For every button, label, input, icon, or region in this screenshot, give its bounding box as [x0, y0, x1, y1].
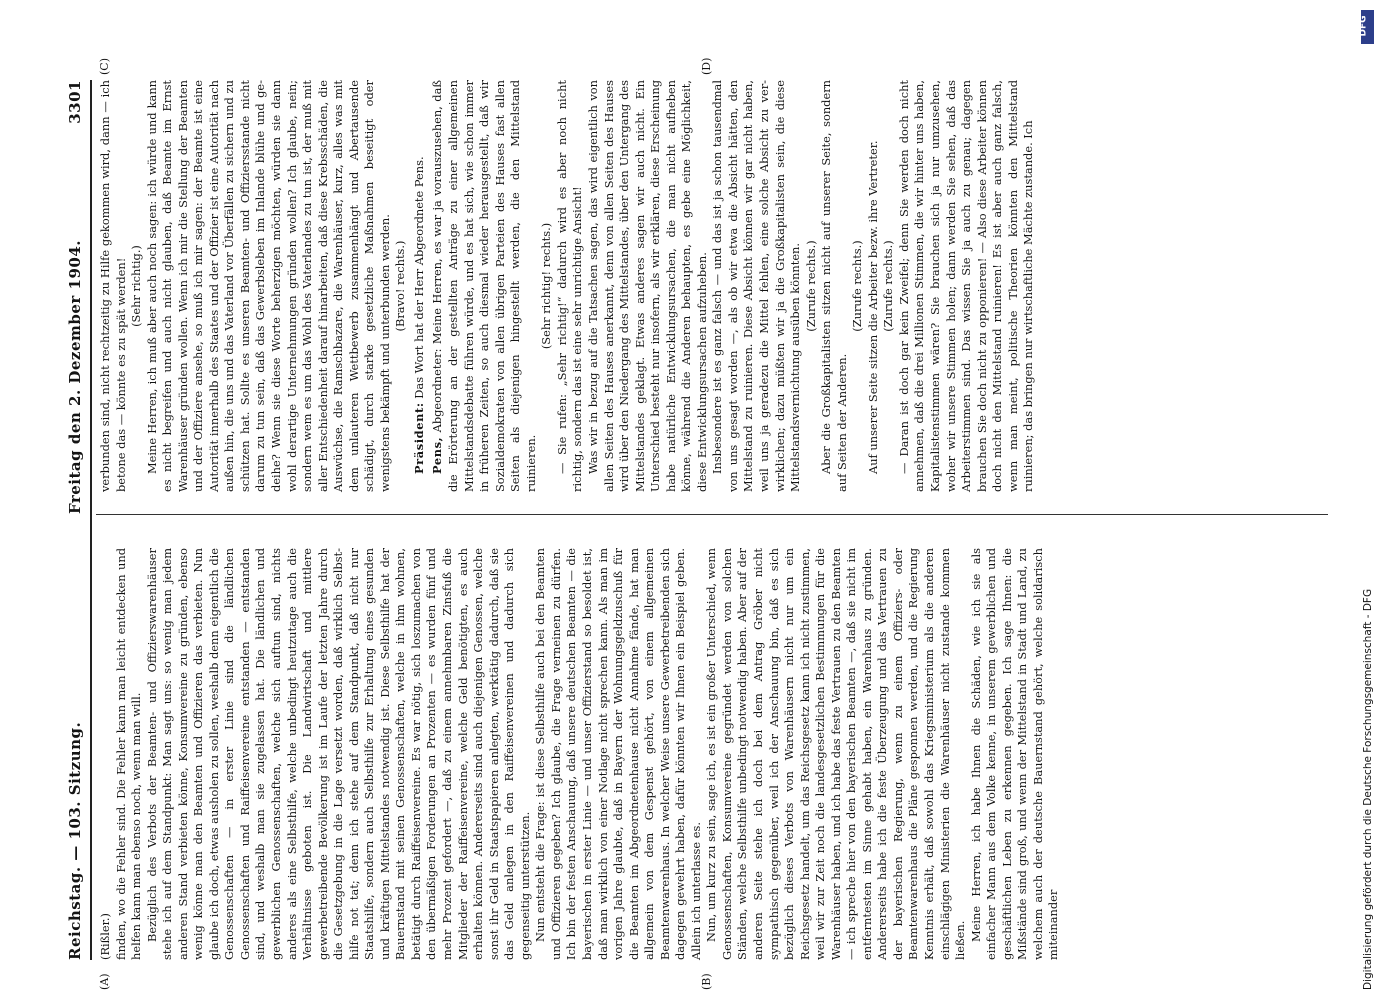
left-paragraph: Bezüglich des Verbots der Beamten- und Offizierswarenhäuser stehe ich auf dem Standpunkt: Man sagt uns: so wenig man jedem anderen Stand verbieten könne, Konsumvereine zu gründen, ebenso wenig könne man den Beamten und Offizieren das verbieten. Nun glaube ich doch, etwas ausholen zu sollen, weshalb denn eigentlich die Genossenschaften — in erster Linie sind die ländlichen Genossenschaften und Raiffeisenvereine entstanden — entstanden sind, und weshalb man sie zugelassen hat. Die ländlichen und gewerblichen Genossenschaften, welche sich auftun sind, nichts anderes als eine Selbsthilfe, welche unbedingt heutzutage auch die Verhältnisse geboten ist. Die Landwirtschaft und mittlere gewerbetreibende Bevölkerung ist im Laufe der letzten Jahre durch die Gesetzgebung in die Lage versetzt worden, daß wirklich Selbsthilfe not tat; denn ich stehe auf dem Standpunkt, daß nicht nur Staatshilfe, sondern auch Selbsthilfe zur Erhaltung eines gesunden und kräftigen Mittelstandes notwendig ist. Diese Selbsthilfe hat der Bauernstand mit seinen Genossenschaften, welche in ihm wohnen, betätigt durch Raiffeisenvereine. Es war nötig, sich loszumachen von den übermäßigen Forderungen an Prozenten — es wurden fünf und mehr Prozent gefordert —, daß zu einem annehmbaren Zinsfuß die Mitglieder der Raiffeisenvereine, welche Geld benötigten, es auch erhalten können. Andererseits sind auch diejenigen Genossen, welche sonst ihr Geld in Staatspapieren anlegten, werktätig dadurch, daß sie das Geld anlegen in den Raiffeisenvereinen und dadurch sich gegenseitig unterstützen. [144, 548, 532, 960]
speaker-label: Pens, [430, 436, 445, 474]
margin-marker-b: (B) [700, 973, 713, 990]
margin-marker-a: (A) [98, 973, 111, 990]
right-paragraph: Auf unserer Seite sitzen die Arbeiter bezw. ihre Vertreter. [865, 140, 880, 474]
speaker-tag: (Rißler.) [98, 913, 112, 960]
interjection: (Sehr richtig.) [129, 245, 144, 327]
header-date: Freitag den 2. Dezember 1904. [66, 240, 84, 515]
speaker-paragraph [430, 80, 539, 492]
margin-marker-c: (C) [98, 58, 111, 75]
dfg-logo: DFG [1361, 10, 1374, 44]
left-paragraph: finden, wo die Fehler sind. Die Fehler kann man leicht entdecken und helfen kann man ebenso noch, wenn man will. [113, 548, 144, 960]
interjection: (Zurufe rechts.) [803, 240, 818, 332]
left-paragraph: Nun entsteht die Frage: ist diese Selbsthilfe auch bei den Beamten und Offizieren gegeben? Ich glaube, die Frage verneinen zu dürfen. Ich bin der festen Anschauung, daß unsere deutschen Beamten — die bayerischen in erster Linie — und unser Offizierstand so besoldet ist, daß man wirklich von einer Notlage nicht sprechen kann. Als man im vorigen Jahre glaubte, daß in Bayern der Wohnungsgeldzuschuß für die Beamten im Abgeordnetenhause nicht Annahme fände, hat man allgemein von dem Gespenst gehört, von einem allgemeinen Beamtenwarenhaus. In welcher Weise unsere Gewerbetreibenden sich dagegen gewehrt haben, dafür könnten wir Ihnen ein Beispiel geben. Allein ich unterlasse es. [533, 548, 703, 960]
rotated-page [0, 40, 1383, 1000]
right-paragraph: — Sie rufen: „Sehr richtig!“ dadurch wird es aber noch nicht richtig, sondern das ist eine sehr unrichtige Ansicht! [554, 80, 585, 492]
column-divider [96, 514, 1328, 515]
left-paragraph: Nun, um kurz zu sein, sage ich, es ist ein großer Unterschied, wenn Genossenschaften, Konsumvereine gegründet werden von solchen Ständen, welche Selbsthilfe unbedingt notwendig haben. Aber auf der anderen Seite stehe ich doch bei dem Antrag Gröber nicht sympathisch gegenüber, weil ich der Anschauung bin, daß es sich bezüglich dieses Verbots von Warenhäusern nicht nur um ein Reichsgesetz handelt, um das Reichsgesetz kann ich nicht zustimmen, weil wir zur Zeit noch die landesgesetzlichen Bestimmungen für die Warenhäuser haben, und ich habe das feste Vertrauen zu den Beamten — ich spreche hier von den bayerischen Beamten —, daß sie nicht im entferntesten im Sinne gehabt haben, ein Warenhaus zu gründen. Andererseits habe ich die feste Überzeugung und das Vertrauen zu der bayerischen Regierung, wenn zu einem Offiziers- oder Beamtenwarenhaus die Pläne gesponnen werden, und die Regierung Kenntnis erhält, daß sowohl das Kriegsministerium als die anderen einschlägigen Ministerien die Warenhäuser nicht zustande kommen ließen. [704, 548, 968, 960]
president-text: Das Wort hat der Herr Abgeordnete Pens. [411, 156, 426, 399]
interjection: (Zurufe rechts.) [850, 240, 865, 332]
right-paragraph: — Daran ist doch gar kein Zweifel; denn Sie werden doch nicht annehmen, daß die drei Millionen Stimmen, die wir hinter uns haben, Kapitalistenstimmen wären? Sie brauchen sich ja nur umzusehen, woher wir unsere Stimmen holen; dann werden Sie sehen, daß das Arbeiterstimmen sind. Das wissen Sie ja auch zu genau; dagegen brauchen Sie doch nicht zu opponieren! — Also diese Arbeiter können doch nicht den Mittelstand ruinieren! Es ist aber auch ganz falsch, wenn man meint, politische Theorien könnten den Mittelstand ruinieren; das bringen nur wirtschaftliche Mächte zustande. Ich [896, 80, 1036, 492]
left-paragraph: Meine Herren, ich habe Ihnen die Schäden, wie ich sie als einfacher Mann aus dem Volke kenne, in unserem gewerblichen und geschäftlichen Leben zu erkennen gegeben. Ich sage Ihnen: die Mißstände sind groß, und wenn der Mittelstand in Stadt und Land, zu welchem auch der deutsche Bauernstand gehört, welche solidarisch miteinander [968, 548, 1061, 960]
left-column [98, 548, 1062, 960]
interjection: (Bravo! rechts.) [393, 240, 408, 332]
header-left-title: Reichstag. — 103. Sitzung. [66, 721, 84, 960]
page-header [62, 80, 92, 960]
right-paragraph: Aber die Großkapitalisten sitzen nicht auf unserer Seite, sondern auf Seiten der Anderen. [819, 80, 849, 492]
speaker-label: Präsident: [411, 402, 426, 474]
margin-marker-d: (D) [700, 57, 713, 75]
digitization-credit: Digitalisierung gefördert durch die Deutsche Forschungsgemeinschaft - DFG [1362, 588, 1374, 990]
right-paragraph: Meine Herren, ich muß aber auch noch sagen: ich würde und kann es nicht begreifen und auch nicht glauben, daß Beamte im Ernst Warenhäuser gründen wollen. Wenn ich mir die Stellung der Beamten und der Offiziere ansehe, so muß ich mir sagen: der Beamte ist eine Autorität innerhalb des Staates und der Offizier ist eine Autorität nach außen hin, die uns und das Vaterland vor Überfällen zu sichern und zu schützen hat. Sollte es unseren Beamten- und Offiziersstande nicht darum zu tun sein, daß das Gewerbsleben im Inlande blühe und gedeihe? Wenn sie diese Worte beherzigen möchten, würden sie dann wohl derartige Unternehmungen gründen wollen? Ich glaube, nein; sondern wem es um das Wohl des Vaterlandes zu tun ist, der muß mit aller Entschiedenheit darauf hinarbeiten, daß diese Krebsschäden, die Auswüchse, die Ramschbazare, die Warenhäuser, kurz, alles was mit dem unlauteren Wettbewerb zusammenhängt und Abertausende schädigt, durch starke gesetzliche Maßnahmen beseitigt oder wenigstens bekämpft und unterbunden werden. [144, 80, 392, 492]
right-paragraph: Was wir in bezug auf die Tatsachen sagen, das wird eigentlich von allen Seiten des Hauses anerkannt, denn von allen Seiten des Hauses wird über den Niedergang des Mittelstandes, über den Untergang des Mittelstandes geklagt. Etwas anderes sagen wir auch nicht. Ein Unterschied besteht nur insofern, als wir erklären, diese Erscheinung habe natürliche Entwicklungsursachen, die man nicht aufheben könne, während die Anderen behaupten, es gebe eine Möglichkeit, diese Entwicklungsursachen aufzuheben. [585, 80, 709, 492]
interjection: (Sehr richtig! rechts.) [539, 222, 554, 350]
interjection: (Zurufe rechts.) [881, 240, 896, 332]
page-number: 3301 [66, 80, 84, 124]
speaker-text: Abgeordneter: Meine Herren, es war ja vorauszusehen, daß die Erörterung an der gestellten Anträge zu einer allgemeinen Mittelstandsdebatte führen würde, und es hat sich, wie schon immer in früheren Zeiten, so auch diesmal wieder herausgestellt, daß wir Sozialdemokraten von allen übrigen Parteien des Hauses fast allen Seiten als diejenigen hingestellt werden, die den Mittelstand ruinieren. [430, 80, 538, 492]
right-paragraph: Insbesondere ist es ganz falsch — und das ist ja schon tausendmal von uns gesagt worden —, als ob wir etwa die Absicht hätten, den Mittelstand zu ruinieren. Diese Absicht können wir gar nicht haben, weil uns ja geradezu die Mittel fehlen, eine solche Absicht zu verwirklichen; dazu müßten wir ja die Großkapitalisten sein, die diese Mittelstandsvernichtung ausüben könnten. [710, 80, 803, 492]
president-line [412, 80, 428, 492]
right-column [98, 80, 1037, 492]
right-paragraph: verbunden sind, nicht rechtzeitig zu Hilfe gekommen wird, dann — ich betone das — könnte es zu spät werden! [98, 80, 128, 492]
